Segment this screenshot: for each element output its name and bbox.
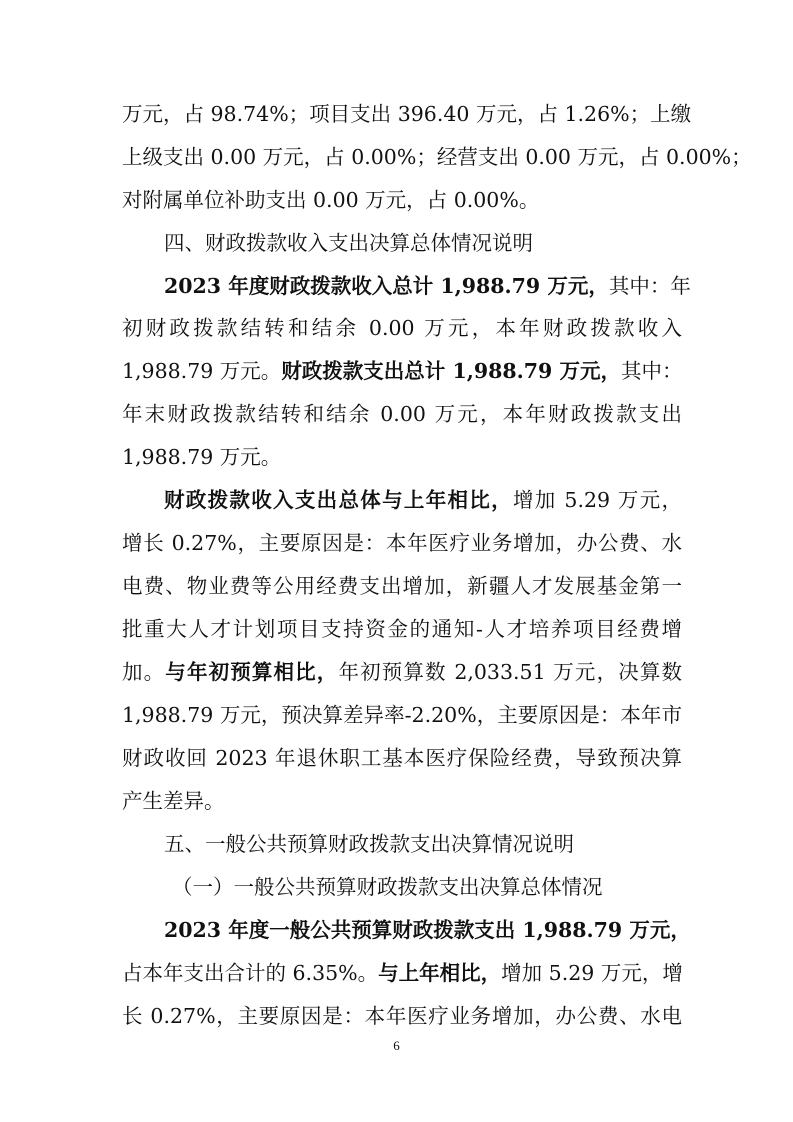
text-span: 增加 5.29 万元， (512, 488, 683, 512)
section-heading-4: 四、财政拨款收入支出决算总体情况说明 (164, 231, 533, 255)
text-span: 其中：年 (608, 274, 691, 298)
text-span: 其中： (620, 359, 683, 383)
bold-text: 2023 年度财政拨款收入总计 1,988.79 万元， (164, 274, 609, 298)
text-line: 电费、物业费等公用经费支出增加，新疆人才发展基金第一 (122, 574, 682, 598)
paragraph-line (164, 485, 682, 515)
text-line: 上级支出 0.00 万元，占 0.00%；经营支出 0.00 万元，占 0.00%； (122, 145, 752, 169)
bold-text: 与年初预算相比， (165, 660, 339, 684)
paragraph-line (122, 657, 682, 687)
section-heading-5: 五、一般公共预算财政拨款支出决算情况说明 (164, 832, 574, 856)
text-span: 年初预算数 2,033.51 万元，决算数 (338, 660, 683, 684)
bold-text: 2023 年度一般公共预算财政拨款支出 1,988.79 万元， (164, 918, 691, 942)
bold-text: 财政拨款支出总计 1,988.79 万元， (281, 359, 621, 383)
text-span: 占本年支出合计的 6.35%。 (122, 961, 379, 985)
text-line: 1,988.79 万元。 (122, 445, 282, 469)
text-line: 1,988.79 万元，预决算差异率-2.20%，主要原因是：本年市 (122, 703, 682, 727)
text-span: 加。 (122, 660, 166, 684)
bold-text: 财政拨款收入支出总体与上年相比， (164, 488, 513, 512)
subsection-heading: （一）一般公共预算财政拨款支出决算总体情况 (172, 875, 603, 899)
text-line: 初财政拨款结转和结余 0.00 万元，本年财政拨款收入 (122, 316, 682, 340)
paragraph-line (164, 271, 691, 301)
paragraph-line (122, 958, 682, 988)
bold-text: 与上年相比， (378, 961, 502, 985)
text-line: 增长 0.27%，主要原因是：本年医疗业务增加，办公费、水 (122, 531, 682, 555)
page-number: 6 (393, 1038, 400, 1053)
text-line: 长 0.27%，主要原因是：本年医疗业务增加，办公费、水电 (122, 1004, 682, 1028)
text-line: 批重大人才计划项目支持资金的通知-人才培养项目经费增 (122, 617, 682, 641)
text-line: 对附属单位补助支出 0.00 万元，占 0.00%。 (122, 188, 540, 212)
paragraph-line (164, 915, 691, 945)
text-span: 增加 5.29 万元，增 (501, 961, 683, 985)
text-span: 1,988.79 万元。 (122, 359, 282, 383)
text-line: 产生差异。 (122, 789, 225, 813)
text-line: 年末财政拨款结转和结余 0.00 万元，本年财政拨款支出 (122, 402, 682, 426)
paragraph-line (122, 356, 682, 386)
text-line: 万元，占 98.74%；项目支出 396.40 万元，占 1.26%；上缴 (122, 102, 692, 126)
text-line: 财政收回 2023 年退休职工基本医疗保险经费，导致预决算 (122, 746, 682, 770)
